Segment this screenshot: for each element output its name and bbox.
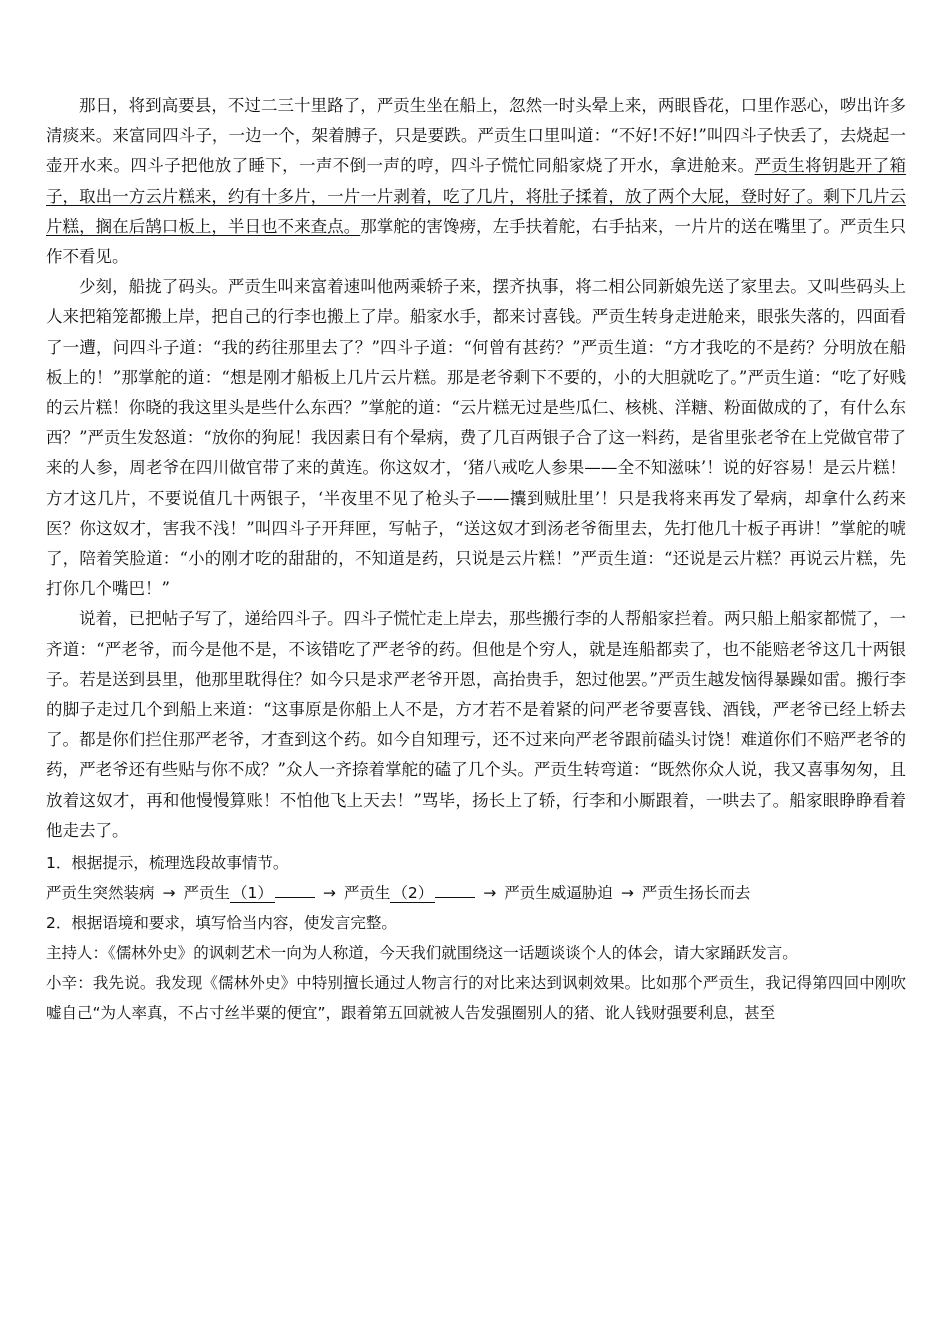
passage-paragraph-3: 说着，已把帖子写了，递给四斗子。四斗子慌忙走上岸去，那些搬行李的人帮船家拦着。两只船上船家都慌了，一齐道：“严老爷，而今是他不是，不该错吃了严老爷的药。但他是个穷人，就是连船都卖了，也不能赔老爷这几十两银子。若是送到县里，他那里耽得住？如今只是求严老爷开恩，高抬贵手，恕过他罢。”严贡生越发恼得暴躁如雷。搬行李的脚子走过几个到船上来道：“这事原是你船上人不是，方才若不是着紧的问严老爷要喜钱、酒钱，严老爷已经上轿去了。都是你们拦住那严老爷，才查到这个药。如今自知理亏，还不过来向严老爷跟前磕头讨饶！难道你们不赔严老爷的药，严老爷还有些贴与你不成？”众人一齐捺着掌舵的磕了几个头。严贡生转弯道：“既然你众人说，我又喜事匆匆，且放着这奴才，再和他慢慢算账！不怕他飞上天去！”骂毕，扬长上了轿，行李和小厮跟着，一哄去了。船家眼睁睁看着他走去了。 — [46, 609, 906, 840]
plot-step-4: 严贡生威逼胁迫 — [504, 884, 613, 903]
answer-blank-1[interactable]: （1） — [232, 884, 273, 903]
passage-p1-part-a: 那日，将到高要县，不过二三十里路了，严贡生坐在船上，忽然一时头晕上来，两眼昏花，口里作恶心，哕出许多清痰来。来富同四斗子，一边一个，架着膊子，只是要跌。严贡生口里叫道：“不好!不好!”叫四斗子快丢了，去烧起一壶开水来。四斗子把他放了睡下，一声不倒一声的哼，四斗子慌忙同船家烧了开水，拿进舱来。 — [46, 96, 906, 176]
passage-paragraph-2: 少刻，船拢了码头。严贡生叫来富着速叫他两乘轿子来，摆齐执事，将二相公同新娘先送了家里去。又叫些码头上人来把箱笼都搬上岸，把自己的行李也搬上了岸。船家水手，都来讨喜钱。严贡生转身走进舱来，眼张失落的，四面看了一遭，问四斗子道：“我的药往那里去了？”四斗子道：“何曾有甚药？”严贡生道：“方才我吃的不是药？分明放在船板上的！”那掌舵的道：“想是刚才船板上几片云片糕。那是老爷剩下不要的，小的大胆就吃了。”严贡生道：“吃了好贱的云片糕！你晓的我这里头是些什么东西？”掌舵的道：“云片糕无过是些瓜仁、核桃、洋糖、粉面做成的了，有什么东西？”严贡生发怒道：“放你的狗屁！我因素日有个晕病，费了几百两银子合了这一料药，是省里张老爷在上党做官带了来的人参，周老爷在四川做官带了来的黄连。你这奴才，‘猪八戒吃人参果——全不知滋味’！说的好容易！是云片糕！方才这几片，不要说值几十两银子，‘半夜里不见了枪头子——攮到贼肚里’！只是我将来再发了晕病，却拿什么药来医？你这奴才，害我不浅！”叫四斗子开拜匣，写帖子，“送这奴才到汤老爷衙里去，先打他几十板子再讲！”掌舵的唬了，陪着笑脸道：“小的刚才吃的甜甜的，不知道是药，只说是云片糕！”严贡生道：“还说是云片糕？再说云片糕，先打你几个嘴巴！” — [46, 277, 906, 599]
questions — [46, 848, 906, 1028]
plot-step-1: 严贡生突然装病 — [46, 884, 155, 903]
plot-step-3-prefix: 严贡生 — [343, 884, 391, 903]
arrow-icon: → — [322, 884, 336, 903]
question-1-plot-chain — [46, 878, 906, 908]
passage-paragraph-1 — [46, 91, 906, 272]
plot-step-2-prefix: 严贡生 — [183, 884, 231, 903]
question-2-title: 2．根据语境和要求，填写恰当内容，使发言完整。 — [46, 914, 397, 933]
plot-step-5: 严贡生扬长而去 — [641, 884, 751, 903]
arrow-icon: → — [162, 884, 176, 903]
underlined-sentence: 严贡生将钥匙开了箱子，取出一方云片糕来，约有十多片，一片一片剥着，吃了几片，将肚子揉着，放了两个大屁，登时好了。剩下几片云片糕，搁在后鹄口板上，半日也不来查点。 — [46, 156, 907, 236]
arrow-icon: → — [620, 884, 634, 903]
answer-blank-2-line[interactable] — [435, 881, 475, 898]
arrow-icon: → — [483, 884, 497, 903]
answer-blank-2[interactable]: （2） — [392, 884, 434, 903]
passage-p1-part-c: 那掌舵的害馋痨，左手扶着舵，右手拈来，一片片的送在嘴里了。严贡生只作不看见。 — [46, 216, 907, 267]
xiaoxin-speech: 小辛：我先说。我发现《儒林外史》中特别擅长通过人物言行的对比来达到讽刺效果。比如那个严贡生，我记得第四回中刚吹嘘自己“为人率真，不占寸丝半粟的便宜”，跟着第五回就被人告发强圈别人的猪、讹人钱财强要利息，甚至 — [46, 974, 906, 1023]
answer-blank-1-line[interactable] — [275, 881, 315, 898]
question-1-title: 1．根据提示，梳理选段故事情节。 — [46, 854, 289, 873]
host-speech: 主持人：《儒林外史》的讽刺艺术一向为人称道，今天我们就围绕这一话题谈谈个人的体会，请大家踊跃发言。 — [46, 944, 798, 963]
